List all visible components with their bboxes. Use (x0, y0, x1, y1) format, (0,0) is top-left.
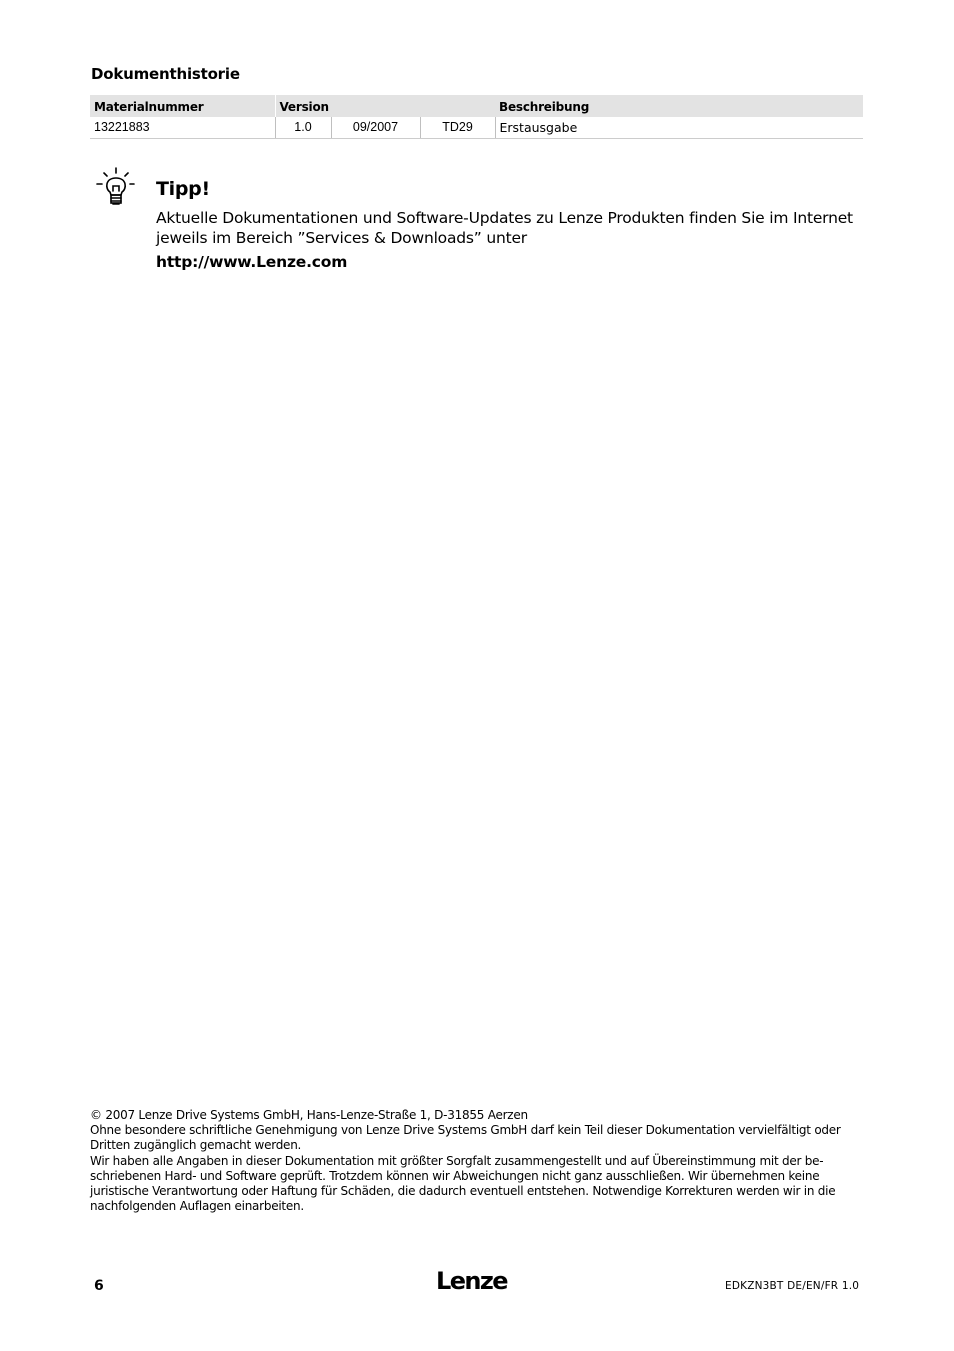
cell-date: 09/2007 (331, 117, 420, 138)
header-material: Materialnummer (90, 95, 275, 117)
liability-notice: Wir haben alle Angaben in dieser Dokumentation mit größter Sorgfalt zusammengestellt und auf Übereinstimmung mit der be-schriebenen Hard- und Software geprüft. Trotzdem können wir Abweichungen nicht ganz ausschließen. Wir übernehmen keine juristische Verantwortung oder Haftung für Schäden, die dadurch eventuell entstehen. Notwendige Korrekturen werden wir in die nachfolgenden Auflagen einarbeiten. (90, 1153, 836, 1214)
lenze-logo (436, 1268, 514, 1294)
section-title: Dokumenthistorie (91, 65, 240, 83)
table-row (90, 117, 863, 138)
svg-text:Lenze: Lenze (436, 1268, 507, 1294)
legal-notice (90, 1108, 865, 1214)
cell-version: 1.0 (275, 117, 331, 138)
document-history-table (90, 95, 863, 139)
lenze-website-link[interactable]: http://www.Lenze.com (156, 253, 348, 271)
reproduction-notice: Ohne besondere schriftliche Genehmigung von Lenze Drive Systems GmbH darf kein Teil dieser Dokumentation vervielfältigt oder Dritten zugänglich gemacht werden. (90, 1123, 841, 1153)
cell-description: Erstausgabe (495, 117, 863, 138)
tip-title: Tipp! (156, 178, 210, 200)
document-id: EDKZN3BT DE/EN/FR 1.0 (725, 1280, 860, 1292)
header-description: Beschreibung (495, 95, 863, 117)
copyright-line: © 2007 Lenze Drive Systems GmbH, Hans-Lenze-Straße 1, D-31855 Aerzen (90, 1108, 528, 1122)
page-number: 6 (94, 1278, 104, 1294)
header-version: Version (275, 95, 495, 117)
cell-material: 13221883 (90, 117, 275, 138)
lightbulb-icon (96, 167, 136, 207)
cell-code: TD29 (420, 117, 495, 138)
tip-text: Aktuelle Dokumentationen und Software-Updates zu Lenze Produkten finden Sie im Internet jeweils im Bereich ”Services & Downloads” unter (156, 209, 853, 247)
table-header-row (90, 95, 863, 117)
